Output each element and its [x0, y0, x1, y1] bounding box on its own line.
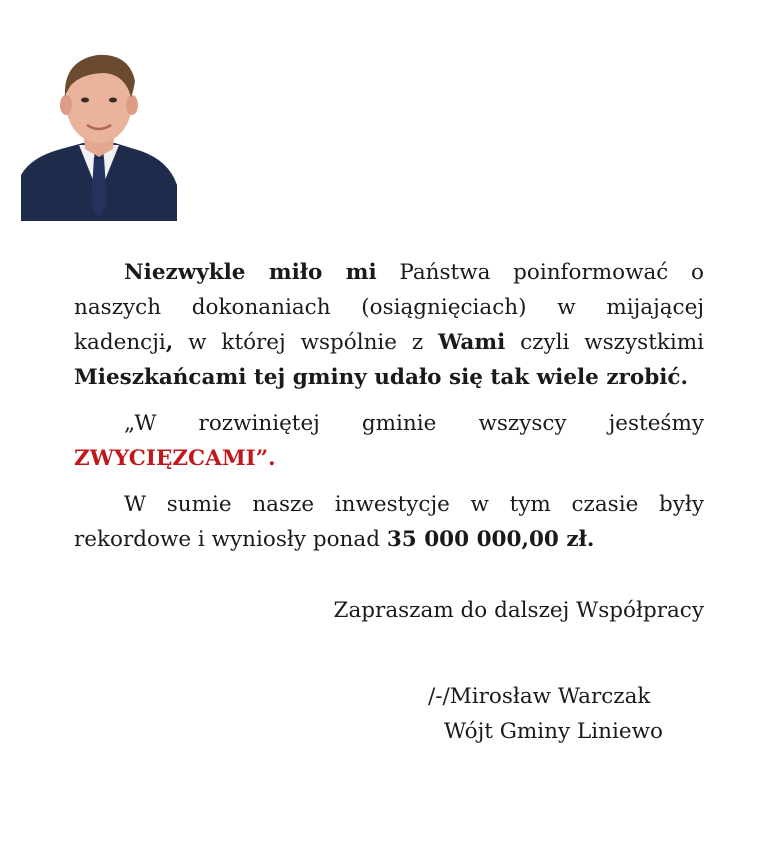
paragraph-intro [74, 255, 704, 395]
signature-role: Wójt Gminy Liniewo [444, 719, 663, 744]
intro-residents: Mieszkańcami tej gminy udało się tak wiele zrobić. [74, 365, 688, 390]
portrait-photo [21, 45, 177, 221]
signature-name: /-/Mirosław Warczak [428, 684, 651, 709]
closing-line: Zapraszam do dalszej Współpracy [333, 598, 704, 623]
paragraph-quote [74, 406, 704, 476]
intro-lead: Niezwykle miło mi [124, 260, 377, 285]
letter-body [74, 255, 704, 568]
intro-text-2: w której wspólnie z [173, 330, 439, 355]
quote-winners: ZWYCIĘZCAMI”. [74, 446, 276, 471]
intro-text-3: czyli wszystkimi [505, 330, 704, 355]
intro-text: Państwa poinformować o naszych dokonaniach (osiągnięciach) w mijającej kadencji [74, 260, 704, 355]
intro-wami: Wami [438, 330, 506, 355]
investments-amount: 35 000 000,00 zł. [386, 527, 595, 552]
signature-block [428, 679, 663, 749]
intro-comma: , [165, 330, 174, 355]
investments-text: W sumie nasze inwestycje w tym czasie były rekordowe i wyniosły ponad [74, 492, 704, 552]
portrait-illustration [21, 45, 177, 221]
paragraph-investments [74, 487, 704, 557]
quote-text: „W rozwiniętej gminie wszyscy jesteśmy [124, 411, 704, 436]
